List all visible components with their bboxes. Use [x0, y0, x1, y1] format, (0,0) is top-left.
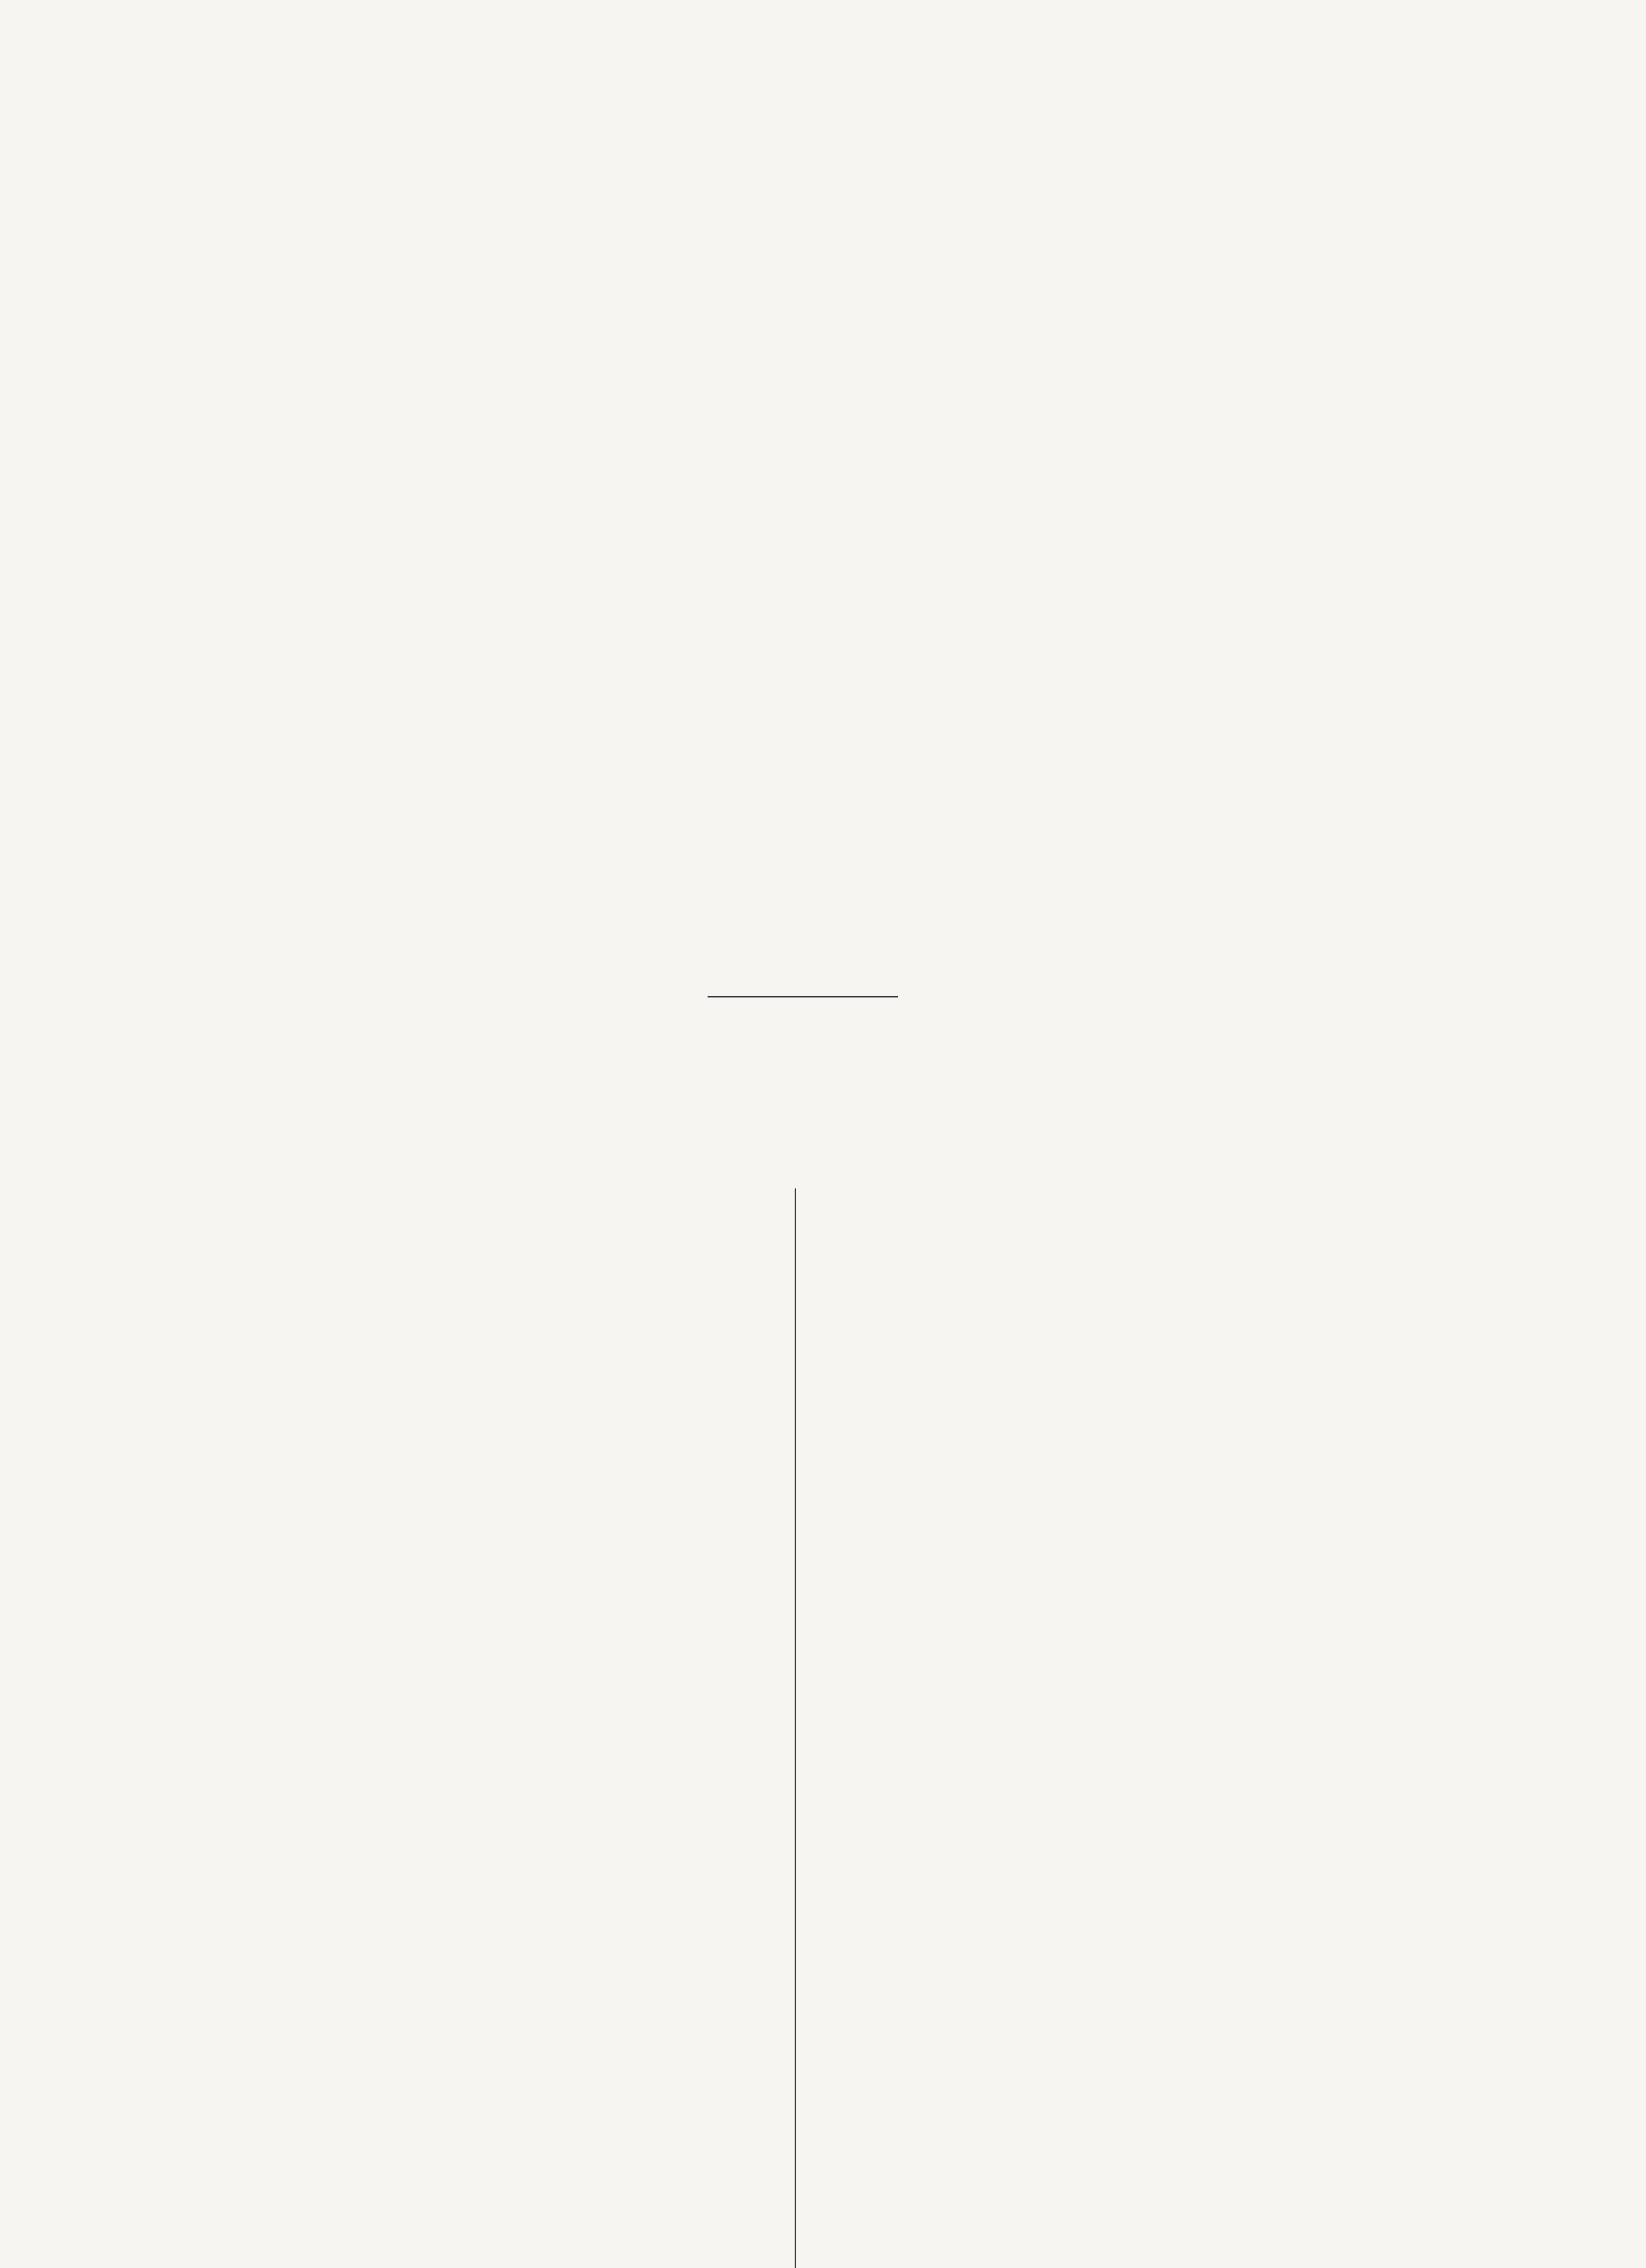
text-line [98, 1315, 767, 1348]
text-line [98, 1348, 767, 1381]
text-line [98, 1249, 767, 1282]
text-line [98, 1282, 767, 1315]
section-divider [708, 996, 898, 997]
text-line [98, 1216, 767, 1249]
column-rule [795, 1188, 796, 2268]
item1-heading-line [98, 1183, 767, 1216]
left-column [98, 1183, 767, 1446]
item1-paragraph-3 [98, 1216, 767, 1315]
item2-heading-line [98, 1380, 767, 1413]
text-line [98, 1413, 767, 1447]
